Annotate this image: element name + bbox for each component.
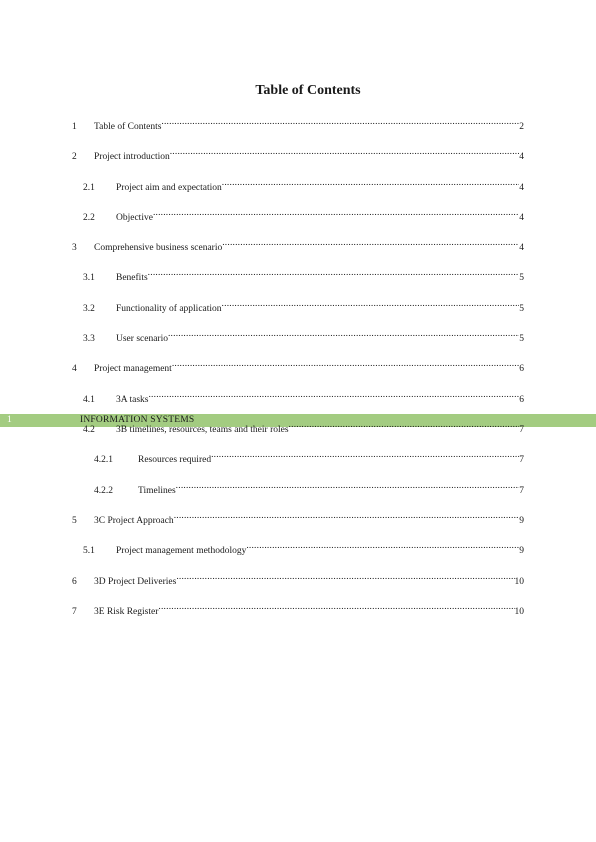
- toc-entry-7[interactable]: [72, 602, 524, 618]
- toc-entry-5[interactable]: [72, 511, 524, 527]
- toc-entry-text: 3C Project Approach: [94, 516, 174, 526]
- toc-entry-number: 4.2.1: [94, 455, 113, 465]
- toc-entry-page: 6: [519, 395, 524, 405]
- toc-entry-number: 2.1: [83, 183, 95, 193]
- toc-entry-text: Comprehensive business scenario: [94, 243, 223, 253]
- toc-leader-dots: [211, 450, 519, 462]
- running-header-title: INFORMATION SYSTEMS: [80, 415, 195, 425]
- toc-leader-dots: [161, 117, 519, 129]
- toc-entry-text: Project aim and expectation: [116, 183, 222, 193]
- toc-entry-1[interactable]: [72, 117, 524, 133]
- running-header-page-number: 1: [7, 415, 12, 425]
- toc-entry-text: User scenario: [116, 334, 168, 344]
- toc-entry-page: 5: [519, 273, 524, 283]
- toc-leader-dots: [289, 420, 520, 432]
- toc-entry-page: 4: [519, 152, 524, 162]
- toc-entry-text: Benefits: [116, 273, 148, 283]
- toc-leader-dots: [222, 299, 520, 311]
- toc-entry-text: Functionality of application: [116, 304, 222, 314]
- toc-leader-dots: [176, 572, 514, 584]
- toc-leader-dots: [246, 541, 519, 553]
- toc-entry-number: 4.2: [83, 425, 95, 435]
- toc-entry-page: 9: [519, 546, 524, 556]
- toc-entry-number: 4: [72, 364, 77, 374]
- toc-leader-dots: [158, 602, 514, 614]
- toc-entry-2-1[interactable]: [83, 178, 524, 194]
- toc-entry-3-2[interactable]: [83, 299, 524, 315]
- toc-entry-text: Project management methodology: [116, 546, 247, 556]
- toc-entry-2[interactable]: [72, 147, 524, 163]
- toc-entry-text: Project management: [94, 364, 172, 374]
- toc-entry-page: 9: [519, 516, 524, 526]
- toc-entry-page: 2: [519, 122, 524, 132]
- toc-entry-number: 6: [72, 577, 77, 587]
- toc-entry-text: Resources required: [138, 455, 212, 465]
- toc-entry-text: 3E Risk Register: [94, 607, 159, 617]
- toc-entry-number: 3.1: [83, 273, 95, 283]
- toc-entry-number: 4.2.2: [94, 486, 113, 496]
- toc-entry-3-1[interactable]: [83, 268, 524, 284]
- toc-entry-page: 7: [519, 425, 524, 435]
- toc-leader-dots: [176, 481, 520, 493]
- toc-entry-number: 2.2: [83, 213, 95, 223]
- toc-leader-dots: [170, 147, 520, 159]
- toc-entry-number: 3.2: [83, 304, 95, 314]
- toc-entry-3-3[interactable]: [83, 329, 524, 345]
- toc-leader-dots: [222, 178, 519, 190]
- toc-entry-page: 7: [519, 455, 524, 465]
- toc-leader-dots: [172, 359, 519, 371]
- toc-entry-4-2-1[interactable]: [94, 450, 524, 466]
- toc-entry-4[interactable]: [72, 359, 524, 375]
- toc-leader-dots: [168, 329, 519, 341]
- toc-entry-number: 7: [72, 607, 77, 617]
- toc-entry-number: 3.3: [83, 334, 95, 344]
- toc-entry-text: 3B timelines, resources, teams and their roles: [116, 425, 289, 435]
- toc-leader-dots: [174, 511, 520, 523]
- toc-entry-page: 7: [519, 486, 524, 496]
- toc-leader-dots: [222, 238, 519, 250]
- toc-entry-page: 6: [519, 364, 524, 374]
- toc-entry-3[interactable]: [72, 238, 524, 254]
- toc-entry-text: Timelines: [138, 486, 176, 496]
- toc-leader-dots: [153, 208, 519, 220]
- toc-entry-page: 10: [514, 607, 524, 617]
- toc-entry-page: 5: [519, 304, 524, 314]
- toc-entry-number: 3: [72, 243, 77, 253]
- toc-entry-page: 10: [514, 577, 524, 587]
- toc-entry-text: 3A tasks: [116, 395, 149, 405]
- toc-entry-page: 4: [519, 243, 524, 253]
- toc-entry-number: 5: [72, 516, 77, 526]
- toc-leader-dots: [148, 390, 519, 402]
- toc-entry-page: 4: [519, 183, 524, 193]
- toc-leader-dots: [148, 268, 520, 280]
- toc-entry-text: Project introduction: [94, 152, 170, 162]
- toc-entry-number: 5.1: [83, 546, 95, 556]
- toc-entry-number: 1: [72, 122, 77, 132]
- toc-entry-4-1[interactable]: [83, 390, 524, 406]
- toc-entry-number: 2: [72, 152, 77, 162]
- toc-entry-page: 5: [519, 334, 524, 344]
- toc-entry-text: Objective: [116, 213, 153, 223]
- toc-entry-text: 3D Project Deliveries: [94, 577, 177, 587]
- toc-heading: Table of Contents: [255, 83, 361, 98]
- toc-entry-page: 4: [519, 213, 524, 223]
- toc-entry-text: Table of Contents: [94, 122, 162, 132]
- toc-entry-2-2[interactable]: [83, 208, 524, 224]
- toc-entry-6[interactable]: [72, 572, 524, 588]
- toc-entry-5-1[interactable]: [83, 541, 524, 557]
- toc-entry-number: 4.1: [83, 395, 95, 405]
- toc-entry-4-2-2[interactable]: [94, 481, 524, 497]
